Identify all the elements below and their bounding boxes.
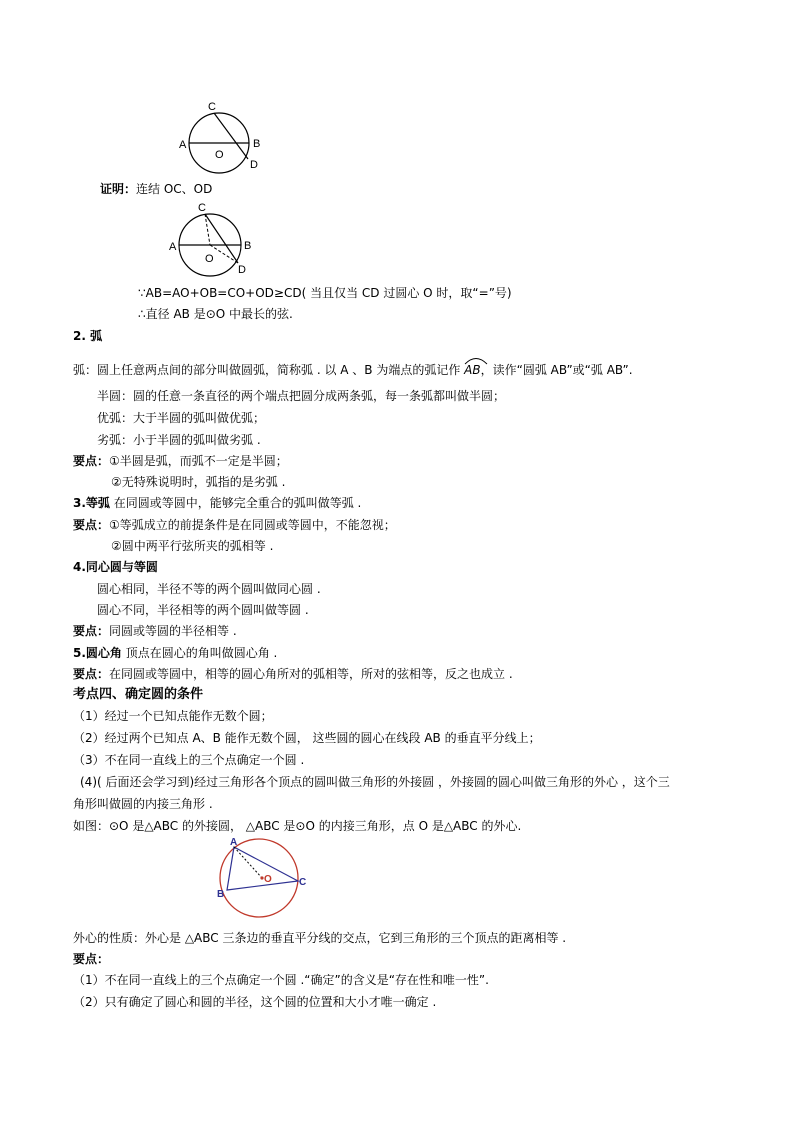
key-3-1-text: ①等弧成立的前提条件是在同圆或等圆中，不能忽视； <box>109 518 396 532</box>
condition-4b: 角形叫做圆的内接三角形 . <box>73 797 213 811</box>
kp4-heading: 考点四、确定圆的条件 <box>73 687 204 702</box>
key-label: 要点： <box>73 667 110 681</box>
section-3-heading: 3.等弧 <box>73 496 110 510</box>
key-label: 要点： <box>73 518 110 532</box>
minor-arc-def: 劣弧：小于半圆的弧叫做劣弧 . <box>97 433 261 447</box>
label-c: C <box>208 101 216 113</box>
label-c: C <box>198 202 206 214</box>
section-5-heading: 5.圆心角 <box>73 646 122 660</box>
circumcircle-shape <box>220 839 298 917</box>
figure-circle-chord <box>176 96 272 176</box>
section-3-text: 在同圆或等圆中，能够完全重合的弧叫做等弧 . <box>109 496 362 510</box>
major-arc-def: 优弧：大于半圆的弧叫做优弧； <box>97 411 266 425</box>
key-label: 要点： <box>73 454 110 468</box>
proof-line-1: ∵AB=AO+OB=CO+OD≥CD( 当且仅当 CD 过圆心 O 时，取“=”号) <box>138 286 512 300</box>
label-a: A <box>179 139 187 151</box>
equal-circles-def: 圆心不同，半径相等的两个圆叫做等圆 . <box>97 603 309 617</box>
label-o: O <box>215 149 224 161</box>
key-5-text: 在同圆或等圆中，相等的圆心角所对的弧相等，所对的弦相等，反之也成立 . <box>109 667 513 681</box>
section-3 <box>73 495 361 511</box>
figure-circle-proof <box>166 198 262 280</box>
key-3-1 <box>73 517 396 533</box>
key-heading: 要点： <box>73 952 110 966</box>
label-d: D <box>250 159 258 171</box>
section-4-heading: 4.同心圆与等圆 <box>73 560 158 574</box>
label-c: C <box>299 877 307 888</box>
section-2-heading: 2. 弧 <box>73 329 103 343</box>
key-2-1 <box>73 453 288 469</box>
proof-line-0 <box>100 181 212 197</box>
section-5-text: 顶点在圆心的角叫做圆心角 . <box>121 646 278 660</box>
arc-def-a: 圆上任意两点间的部分叫做圆弧，简称弧 . 以 A 、B 为端点的弧记作 <box>97 363 465 377</box>
label-a: A <box>230 837 238 848</box>
circumcenter-property: 外心的性质：外心是 △ABC 三条边的垂直平分线的交点，它到三角形的三个顶点的距离相等 . <box>73 931 567 945</box>
key-2-2: ②无特殊说明时，弧指的是劣弧 . <box>111 475 286 489</box>
label-a: A <box>169 241 177 253</box>
key-4 <box>73 623 237 639</box>
key-2-1-text: ①半圆是弧，而弧不一定是半圆； <box>109 454 288 468</box>
proof-text: 连结 OC、OD <box>136 182 213 196</box>
proof-label: 证明： <box>100 182 137 196</box>
condition-1: （1）经过一个已知点能作无数个圆； <box>73 709 273 723</box>
concentric-def: 圆心相同，半径不等的两个圆叫做同心圆 . <box>97 582 321 596</box>
radius-oa-dashed <box>234 847 262 878</box>
label-o: O <box>264 874 272 885</box>
condition-4a: (4)( 后面还会学习到)经过三角形各个顶点的圆叫做三角形的外接圆 ，外接圆的圆心叫做三角形的外心 ，这个三 <box>80 775 670 789</box>
arc-definition <box>73 362 633 378</box>
figure-circumcircle <box>212 832 312 920</box>
arc-def-b: ，读作“圆弧 AB”或“弧 AB”. <box>480 363 633 377</box>
label-b: B <box>244 240 252 252</box>
arc-ab-symbol <box>464 362 480 378</box>
condition-2: （2）经过两个已知点 A、B 能作无数个圆， 这些圆的圆心在线段 AB 的垂直平分线上； <box>73 731 541 745</box>
section-5 <box>73 645 277 661</box>
semicircle-def: 半圆：圆的任意一条直径的两个端点把圆分成两条弧，每一条弧都叫做半圆； <box>97 389 506 403</box>
key-3-2: ②圆中两平行弦所夹的弧相等 . <box>111 539 274 553</box>
key-4-text: 同圆或等圆的半径相等 . <box>109 624 237 638</box>
proof-line-2: ∴直径 AB 是⊙O 中最长的弦. <box>138 307 293 321</box>
arc-def-label: 弧： <box>73 363 98 377</box>
arc-over-icon <box>464 355 488 365</box>
label-d: D <box>238 264 246 276</box>
condition-3: （3）不在同一直线上的三个点确定一个圆 . <box>73 753 305 767</box>
label-b: B <box>253 138 261 150</box>
arc-ab-text: AB <box>464 363 481 377</box>
key-point-2: （2）只有确定了圆心和圆的半径，这个圆的位置和大小才唯一确定 . <box>73 995 437 1009</box>
label-o: O <box>205 253 214 265</box>
radius-od-dashed <box>210 245 238 263</box>
key-label: 要点： <box>73 624 110 638</box>
key-point-1: （1）不在同一直线上的三个点确定一个圆 .“确定”的含义是“存在性和唯一性”. <box>73 973 489 987</box>
key-5 <box>73 666 513 682</box>
example-text: 如图：⊙O 是△ABC 的外接圆， △ABC 是⊙O 的内接三角形，点 O 是△ABC 的外心. <box>73 819 522 833</box>
triangle-abc <box>227 847 298 890</box>
label-b: B <box>217 889 225 900</box>
